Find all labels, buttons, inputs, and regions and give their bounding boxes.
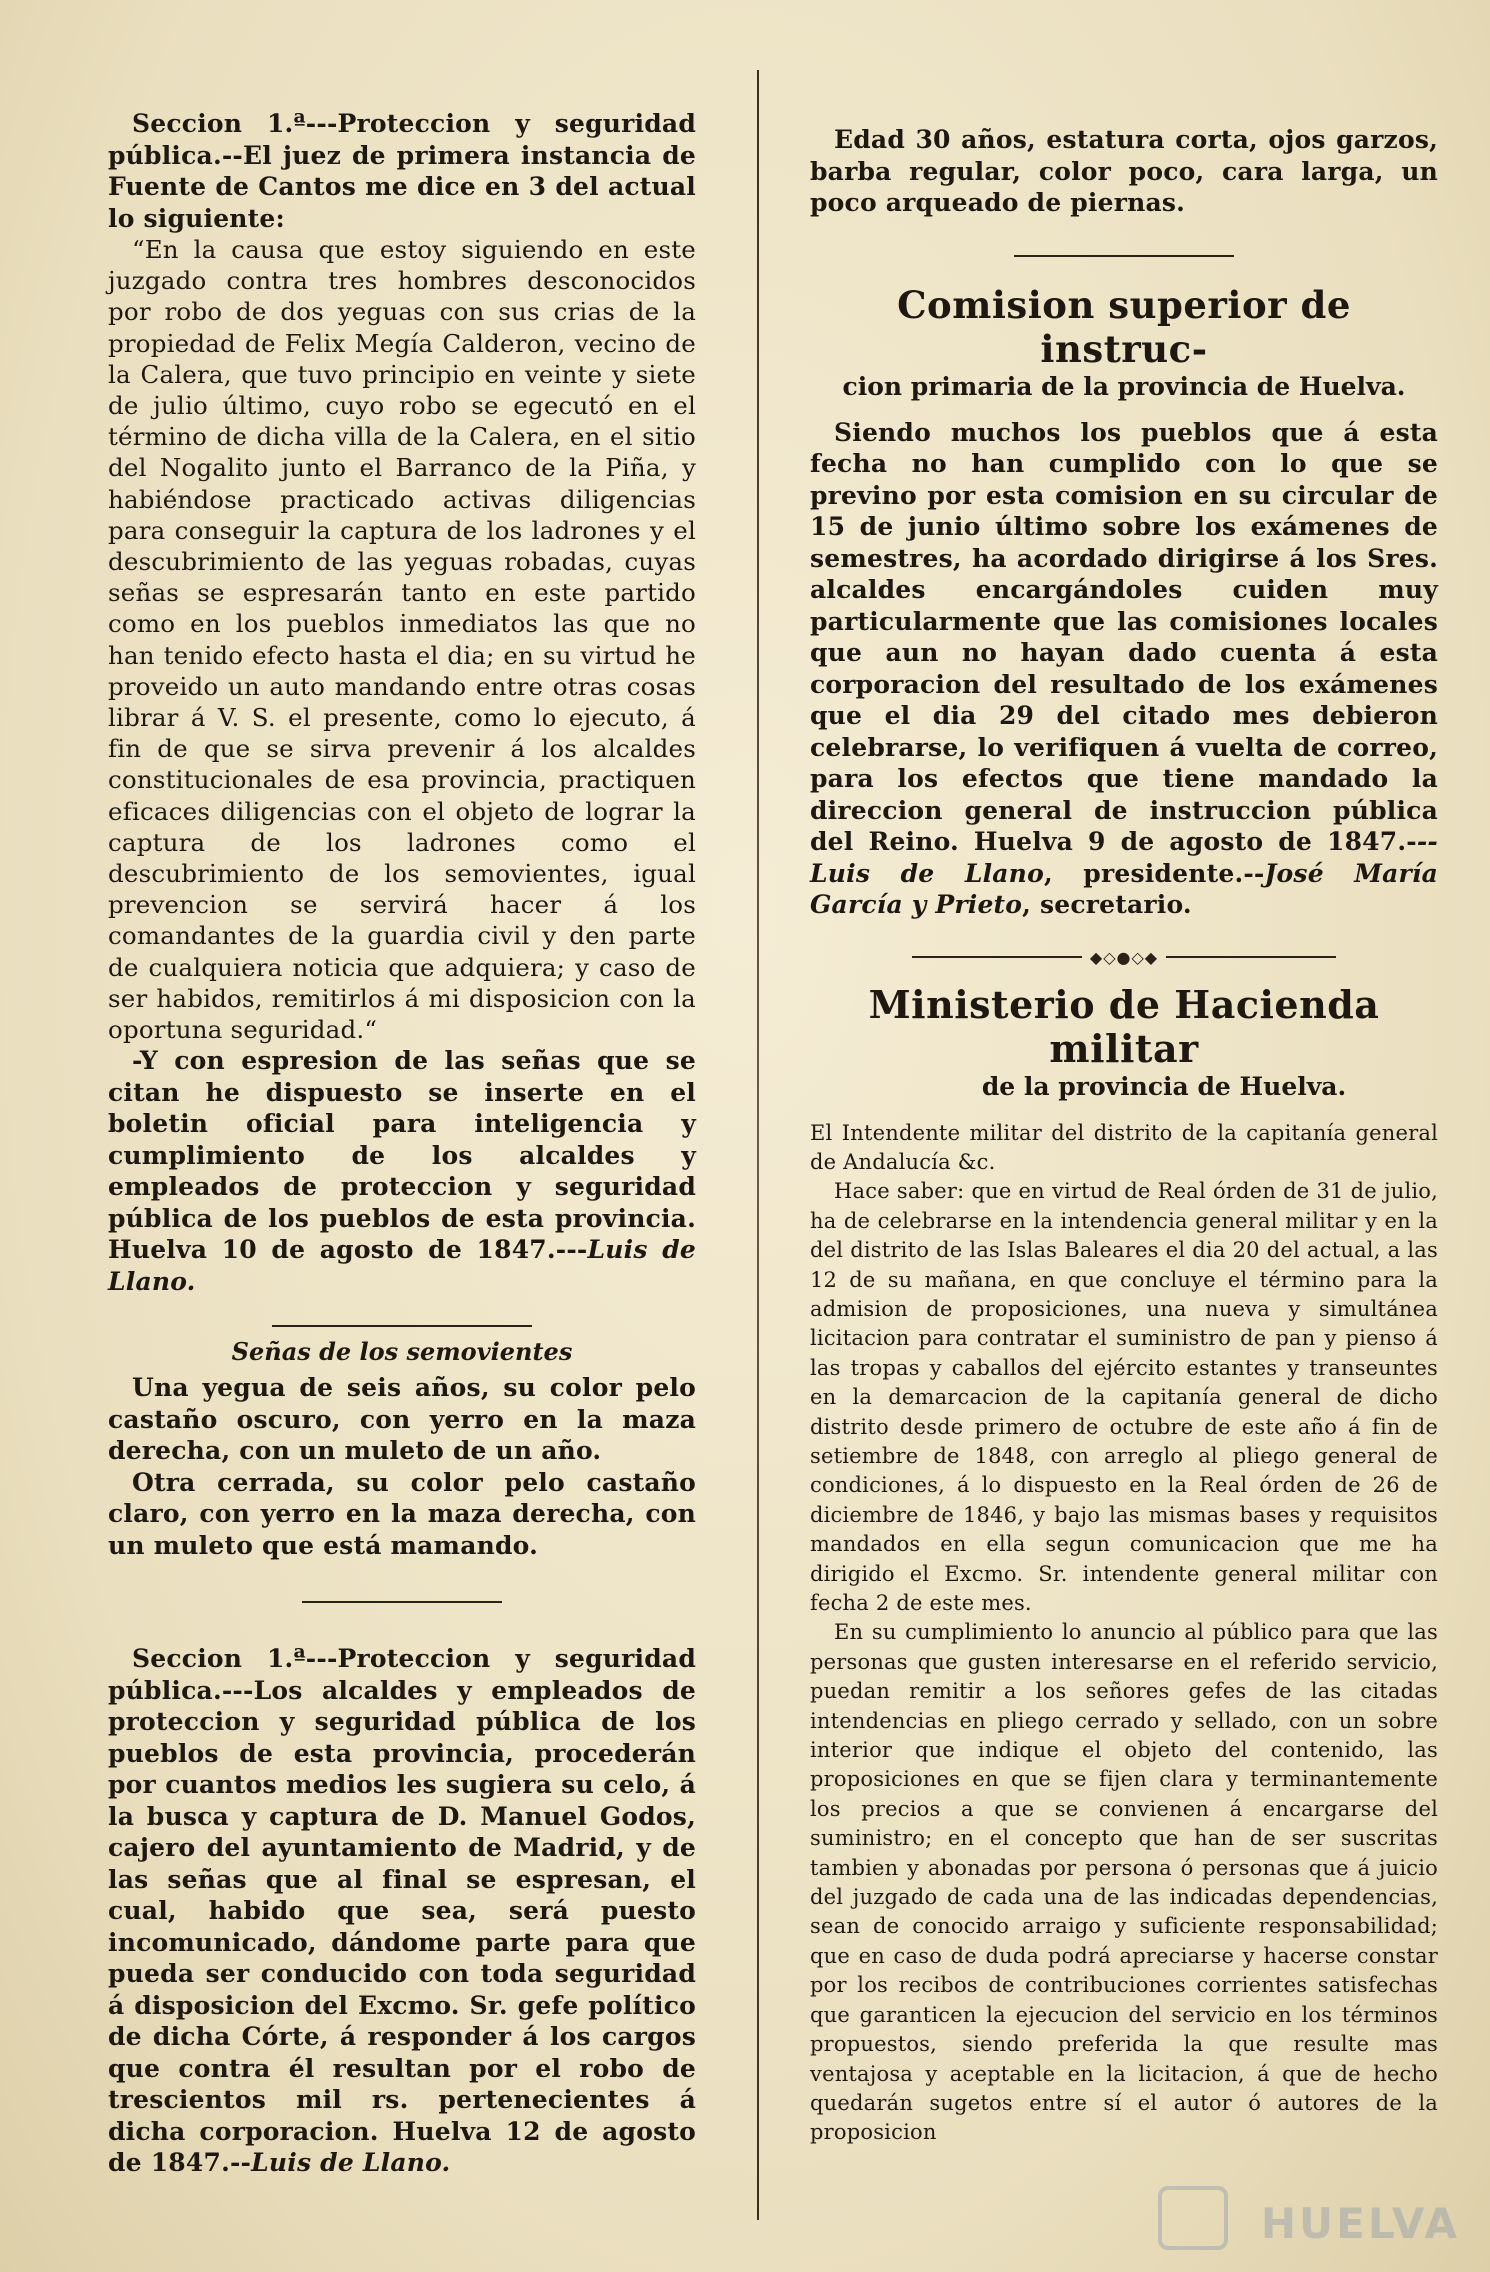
- ministry-subheading: de la provincia de Huelva.: [981, 1071, 1347, 1101]
- huelva-logo-icon: [1158, 2186, 1228, 2250]
- godos-description: Edad 30 años, estatura corta, ojos garzos, barba regular, color poco, cara larga, un poco arqueado de piernas.: [810, 125, 1438, 217]
- signature-jose-maria-garcia: José María García y Prieto: [810, 858, 1438, 919]
- signature-luis-de-llano: Luis de Llano.: [108, 1235, 696, 1296]
- section-rule: [272, 1325, 532, 1327]
- commission-subheading: cion primaria de la provincia de Huelva.: [842, 371, 1406, 401]
- ministry-heading: Ministerio de Hacienda militar: [868, 981, 1380, 1071]
- godos-notice-text: Seccion 1.ª---Proteccion y seguridad pública.---Los alcaldes y empleados de proteccion y seguridad pública de los pueblos de esta provincia, procederán por cuantos medios les sugiera su celo, á la busca y captura de D. Manuel Godos, cajero del ayuntamiento de Madrid, y de las señas que al final se espresan, el cual, habido que sea, será puesto incomunicado, dándome parte para que pueda ser conducido con toda seguridad á disposicion del Excmo. Sr. gefe político de dicha Córte, á responder á los cargos que contra él resultan por el robo de trescientos mil rs. pertenecientes á dicha corporacion. Huelva 12 de agosto de 1847.--: [108, 1644, 696, 2178]
- insertion-notice: [108, 1045, 696, 1297]
- cumplimiento-paragraph: En su cumplimiento lo anuncio al público para que las personas que gusten interesarse en el referido servicio, puedan remitir a los señores gefes de las citadas intendencias en pliego cerrado y sellado, con un sobre interior que indique el objeto del contenido, las proposiciones en que se fijen clara y terminantemente los precios a que se convienen á encargarse del suministro; en el concepto que han de ser suscritas tambien y abonadas por persona ó personas que á juicio del juzgado de cada una de las indicadas dependencias, sean de conocido arraigo y suficiente responsabilidad; que en caso de duda podrá apreciarse y hacerse constar por los recibos de contribuciones corrientes satisfechas que garanticen la ejecucion del servicio en los términos propuestos, siendo preferida la que resulte mas ventajosa y aceptable en la licitacion, á que de hecho quedarán sugetos entre sí el autor ó autores de la proposicion: [810, 1620, 1438, 2145]
- intendente-title: El Intendente militar del distrito de la capitanía general de Andalucía &c.: [810, 1120, 1438, 1174]
- judge-quote: “En la causa que estoy siguiendo en este juzgado contra tres hombres desconocidos por robo de dos yeguas con sus crias de la propiedad de Felix Megía Calderon, vecino de la Calera, que tuvo principio en veinte y siete de julio último, cuyo robo se egecutó en el término de dicha villa de la Calera, en el sitio del Nogalito junto el Barranco de la Piña, y habiéndose practicado activas diligencias para conseguir la captura de los ladrones y el descubrimiento de las yeguas robadas, cuyas señas se espresarán tanto en este partido como en los pueblos inmediatos las que no han tenido efecto hasta el dia; en su virtud he proveido un auto mandando entre otras cosas librar á V. S. el presente, como lo ejecuto, á fin de que se sirva prevenir á los alcaldes constitucionales de esa provincia, practiquen eficaces diligencias con el objeto de lograr la captura de los ladrones como el descubrimiento de los semovientes, igual prevencion se servirá hacer á los comandantes de la guardia civil y den parte de cualquiera noticia que adquiera; y caso de ser habidos, remitirlos á mi disposicion con la oportuna seguridad.“: [108, 235, 696, 1045]
- description-mare-2: Otra cerrada, su color pelo castaño claro, con yerro en la maza derecha, con un muleto que está mamando.: [108, 1467, 696, 1560]
- commission-heading: Comision superior de instruc-: [897, 282, 1351, 371]
- section-rule: [302, 1601, 502, 1603]
- section-rule: [1014, 255, 1234, 257]
- signature-luis-de-llano: Luis de Llano.: [251, 2148, 451, 2178]
- signature-luis-de-llano: --Luis de Llano: [810, 827, 1438, 888]
- column-divider: [757, 70, 759, 2220]
- section-1-notice: Seccion 1.ª---Proteccion y seguridad pública.--El juez de primera instancia de Fuente de Cantos me dice en 3 del actual lo siguiente:: [108, 109, 696, 233]
- left-column: [108, 108, 696, 2179]
- section-1-godos-notice: [108, 1643, 696, 2179]
- senas-title: Señas de los semovientes: [231, 1337, 573, 1367]
- description-mare-1: Una yegua de seis años, su color pelo castaño oscuro, con yerro en la maza derecha, con un muleto de un año.: [108, 1373, 696, 1466]
- secretario-label: , secretario.: [1022, 890, 1192, 919]
- insertion-notice-text: -Y con espresion de las señas que se citan he dispuesto se inserte en el boletin oficial para inteligencia y cumplimiento de los alcaldes y empleados de proteccion y seguridad pública de los pueblos de esta provincia. Huelva 10 de agosto de 1847.---: [108, 1046, 696, 1265]
- commission-circular-text: Siendo muchos los pueblos que á esta fecha no han cumplido con lo que se previno por esta comision en su circular de 15 de junio último sobre los exámenes de semestres, ha acordado dirigirse á los Sres. alcaldes encargándoles cuiden muy particularmente que las comisiones locales que aun no hayan dado cuenta á esta corporacion del resultado de los exámenes que el dia 29 del citado mes debieron celebrarse, lo verifiquen á vuelta de correo, para los efectos que tiene mandado la direccion general de instruccion pública del Reino. Huelva 9 de agosto de 1847.-: [810, 417, 1438, 856]
- huelva-watermark: HUELVA: [1260, 2199, 1460, 2248]
- hace-saber-paragraph: Hace saber: que en virtud de Real órden de 31 de julio, ha de celebrarse en la intendencia general militar y en la del distrito de las Islas Baleares el dia 20 del actual, a las 12 de su mañana, en que concluye el término para la admision de proposiciones, una nueva y simultánea licitacion para contratar el suministro de pan y pienso á las tropas y caballos del ejército estantes y transeuntes en la demarcacion de la capitanía general de dicho distrito desde primero de octubre de este año á fin de setiembre de 1848, con arreglo al pliego general de condiciones, á lo dispuesto en la Real órden de 26 de diciembre de 1846, y bajo las mismas bases y requisitos mandados en ella segun comunicacion que me ha dirigido el Excmo. Sr. intendente general militar con fecha 2 de este mes.: [810, 1179, 1438, 1615]
- commission-circular: [810, 417, 1438, 921]
- presidente-label: , presidente.--: [1043, 858, 1265, 888]
- right-column: [810, 124, 1438, 2148]
- ornament-divider: ◆◇●◇◆: [810, 947, 1438, 967]
